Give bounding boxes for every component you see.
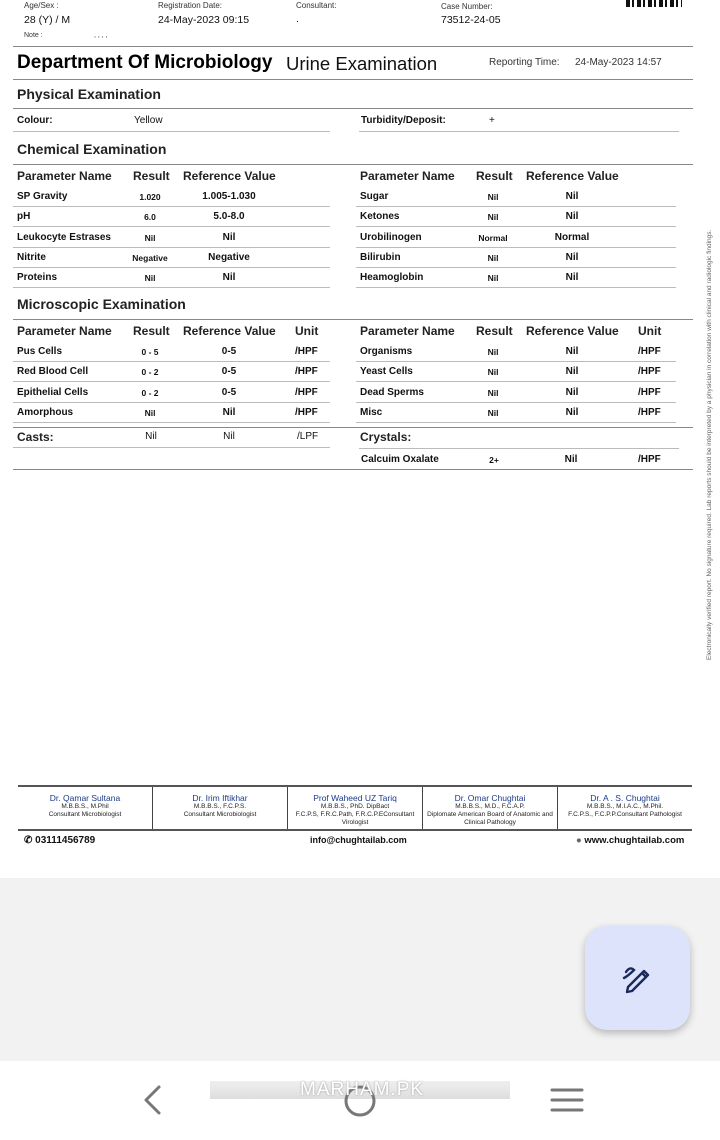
reference-value: 0-5 [221, 366, 237, 378]
globe-icon: ● [576, 835, 582, 846]
row-divider [13, 247, 330, 248]
column-header: Reference Value [526, 324, 619, 338]
doctor-role: Diplomate American Board of Anatomic and Clinical Pathology [427, 811, 553, 826]
phone-contact[interactable] [24, 835, 95, 846]
divider [13, 46, 693, 47]
doctor-quals: M.B.B.S., M.D., F.C.A.P. [455, 803, 525, 810]
divider [13, 131, 330, 132]
casts-unit: /LPF [297, 431, 319, 442]
column-header: Result [133, 324, 170, 338]
row-divider [356, 287, 676, 288]
column-header: Result [476, 169, 513, 183]
doctor-card [558, 787, 692, 829]
result-value: Nil [487, 347, 499, 357]
reference-value: Nil [565, 251, 579, 263]
website-link[interactable] [576, 835, 684, 846]
edit-pen-icon [620, 960, 656, 996]
registration-date: 24-May-2023 09:15 [158, 14, 250, 26]
column-header: Parameter Name [360, 324, 455, 338]
reporting-time-label: Reporting Time: [489, 57, 560, 68]
parameter-name: Bilirubin [360, 251, 401, 263]
divider [13, 447, 330, 448]
colour-label: Colour: [17, 115, 53, 126]
age-sex-value: 28 (Y) / M [24, 14, 71, 26]
row-divider [13, 206, 330, 207]
parameter-name: Heamoglobin [360, 272, 424, 284]
note-value: , , , , [94, 32, 108, 39]
reference-value: Nil [565, 406, 579, 418]
doctor-card [18, 787, 153, 829]
row-divider [356, 422, 676, 423]
column-header: Parameter Name [17, 324, 112, 338]
case-number-label: Case Number: [441, 2, 493, 11]
reference-value: 5.0-8.0 [213, 211, 245, 223]
reference-value: Nil [565, 191, 579, 202]
row-divider [356, 361, 676, 362]
parameter-name: Nitrite [17, 251, 46, 263]
result-value: Nil [487, 192, 499, 202]
column-header: Result [476, 324, 513, 338]
parameter-name: Dead Sperms [360, 386, 424, 398]
result-value: Nil [144, 407, 156, 418]
row-divider [13, 287, 330, 288]
result-value: Nil [487, 387, 499, 398]
email-link[interactable]: info@chughtailab.com [310, 835, 407, 845]
reference-value: Nil [565, 386, 579, 398]
reference-value: Nil [565, 272, 579, 284]
chemical-exam-title: Chemical Examination [17, 141, 167, 157]
result-value: Nil [487, 273, 499, 284]
parameter-name: Misc [360, 406, 383, 418]
crystals-label: Crystals: [360, 430, 412, 444]
result-value: 0 - 5 [141, 347, 159, 357]
column-header: Parameter Name [360, 169, 455, 183]
parameter-name: Red Blood Cell [17, 366, 89, 378]
note-label: Note : [24, 32, 43, 39]
result-value: 0 - 2 [141, 387, 159, 398]
result-value: Nil [487, 212, 499, 223]
doctor-name: Dr. A . S. Chughtai [590, 793, 660, 803]
doctor-quals: M.B.B.S., PhD. DipBact [320, 803, 390, 810]
doctor-name: Dr. Omar Chughtai [454, 793, 526, 803]
divider [359, 448, 679, 449]
column-header: Reference Value [183, 169, 276, 183]
turbidity-value: + [489, 115, 495, 126]
doctors-footer [18, 785, 692, 831]
doctor-card [288, 787, 423, 829]
row-divider [13, 402, 330, 403]
website-text: www.chughtailab.com [584, 835, 685, 846]
parameter-name: Epithelial Cells [17, 386, 89, 398]
watermark: MARHAM.PK [300, 1079, 425, 1100]
qr-code-icon [626, 0, 682, 7]
casts-result: Nil [145, 431, 157, 442]
row-divider [356, 381, 676, 382]
reference-value: 0-5 [221, 346, 237, 357]
crystal-result: 2+ [489, 455, 499, 465]
parameter-name: Proteins [17, 272, 58, 284]
result-value: 6.0 [144, 212, 156, 223]
divider [359, 131, 679, 132]
parameter-name: Organisms [360, 346, 413, 357]
doctor-role: Consultant Microbiologist [48, 811, 122, 818]
doctor-role: F.C.P.S, F.R.C.Path, F.R.C.P.EConsultant Virologist [295, 811, 415, 826]
doctor-role: F.C.P.S., F.C.P.P.Consultant Pathologist [568, 811, 682, 818]
microscopic-exam-title: Microscopic Examination [17, 296, 186, 312]
unit-value: /HPF [638, 346, 661, 357]
test-name: Urine Examination [286, 53, 438, 74]
row-divider [13, 381, 330, 382]
column-header: Reference Value [183, 324, 276, 338]
consultant-value: . [296, 13, 299, 25]
turbidity-label: Turbidity/Deposit: [361, 115, 446, 126]
case-number: 73512-24-05 [441, 14, 501, 26]
row-divider [356, 247, 676, 248]
column-header: Result [133, 169, 170, 183]
result-value: Nil [144, 273, 156, 284]
result-value: Normal [478, 232, 508, 243]
column-header: Unit [295, 324, 319, 338]
reference-value: Nil [222, 272, 236, 284]
crystal-name: Calcuim Oxalate [361, 454, 439, 465]
reference-value: Nil [565, 346, 579, 357]
divider [13, 79, 693, 80]
result-value: Negative [132, 252, 168, 263]
row-divider [356, 267, 676, 268]
reference-value: 1.005-1.030 [202, 191, 256, 202]
reference-value: Normal [554, 231, 590, 243]
row-divider [13, 422, 330, 423]
divider [13, 108, 693, 109]
system-nav-bar [0, 1061, 720, 1140]
reference-value: 0-5 [221, 386, 237, 398]
column-header: Reference Value [526, 169, 619, 183]
doctor-quals: M.B.B.S., M.Phil [61, 803, 109, 810]
result-value: Nil [144, 232, 156, 243]
doctor-name: Dr. Qamar Sultana [49, 793, 121, 803]
reference-value: Negative [208, 251, 250, 263]
phone-icon: ✆ [24, 835, 33, 846]
row-divider [13, 361, 330, 362]
unit-value: /HPF [638, 366, 661, 378]
parameter-name: Leukocyte Estrases [17, 231, 111, 243]
divider [13, 319, 693, 320]
divider [13, 469, 693, 470]
unit-value: /HPF [638, 406, 661, 418]
reference-value: Nil [222, 406, 236, 418]
result-value: 1.020 [139, 192, 161, 202]
row-divider [13, 267, 330, 268]
casts-ref: Nil [223, 431, 235, 442]
registration-label: Registration Date: [158, 1, 223, 10]
parameter-name: Ketones [360, 211, 400, 223]
unit-value: /HPF [295, 406, 318, 418]
column-header: Parameter Name [17, 169, 112, 183]
unit-value: /HPF [295, 346, 318, 357]
column-header: Unit [638, 324, 662, 338]
hamburger-menu-icon[interactable] [550, 1085, 584, 1115]
result-value: 0 - 2 [141, 367, 159, 378]
crystal-ref: Nil [564, 454, 578, 465]
chevron-left-icon[interactable] [140, 1083, 166, 1117]
row-divider [356, 226, 676, 227]
colour-value: Yellow [134, 115, 163, 126]
reference-value: Nil [565, 366, 579, 378]
parameter-name: SP Gravity [17, 191, 68, 202]
parameter-name: Urobilinogen [360, 231, 422, 243]
doctor-card [153, 787, 288, 829]
result-value: Nil [487, 367, 499, 378]
result-value: Nil [487, 252, 499, 263]
phone-number: 03111456789 [35, 835, 96, 846]
consultant-label: Consultant: [296, 1, 337, 10]
row-divider [356, 402, 676, 403]
parameter-name: Sugar [360, 191, 389, 202]
unit-value: /HPF [638, 386, 661, 398]
parameter-name: Yeast Cells [360, 366, 413, 378]
reference-value: Nil [565, 211, 579, 223]
physical-exam-title: Physical Examination [17, 86, 161, 102]
crystal-unit: /HPF [638, 454, 661, 465]
row-divider [13, 226, 330, 227]
reference-value: Nil [222, 231, 236, 243]
reporting-time: 24-May-2023 14:57 [575, 57, 662, 68]
divider [13, 164, 693, 165]
verification-note: Electronically verified report. No signature required. Lab reports should be interpreted by a physician in correlation with clinical and radiologic findings. [706, 229, 713, 660]
doctor-quals: M.B.B.S., F.C.P.S. [193, 803, 247, 810]
unit-value: /HPF [295, 386, 318, 398]
age-sex-label: Age/Sex : [24, 1, 59, 10]
parameter-name: Pus Cells [17, 346, 63, 357]
patient-header [0, 0, 720, 46]
doctor-name: Dr. Irim Iftikhar [192, 793, 248, 803]
doctor-role: Consultant Microbiologist [183, 811, 257, 818]
department-title: Department Of Microbiology [17, 52, 273, 73]
doctor-quals: M.B.B.S., M.I.A.C., M.Phil. [586, 803, 664, 810]
doctor-card [423, 787, 558, 829]
result-value: Nil [487, 407, 499, 418]
unit-value: /HPF [295, 366, 318, 378]
casts-label: Casts: [17, 430, 54, 444]
parameter-name: pH [17, 211, 31, 223]
row-divider [356, 206, 676, 207]
doctor-name: Prof Waheed UZ Tariq [313, 793, 397, 803]
divider [13, 427, 693, 428]
edit-button[interactable] [585, 926, 690, 1030]
parameter-name: Amorphous [17, 406, 74, 418]
